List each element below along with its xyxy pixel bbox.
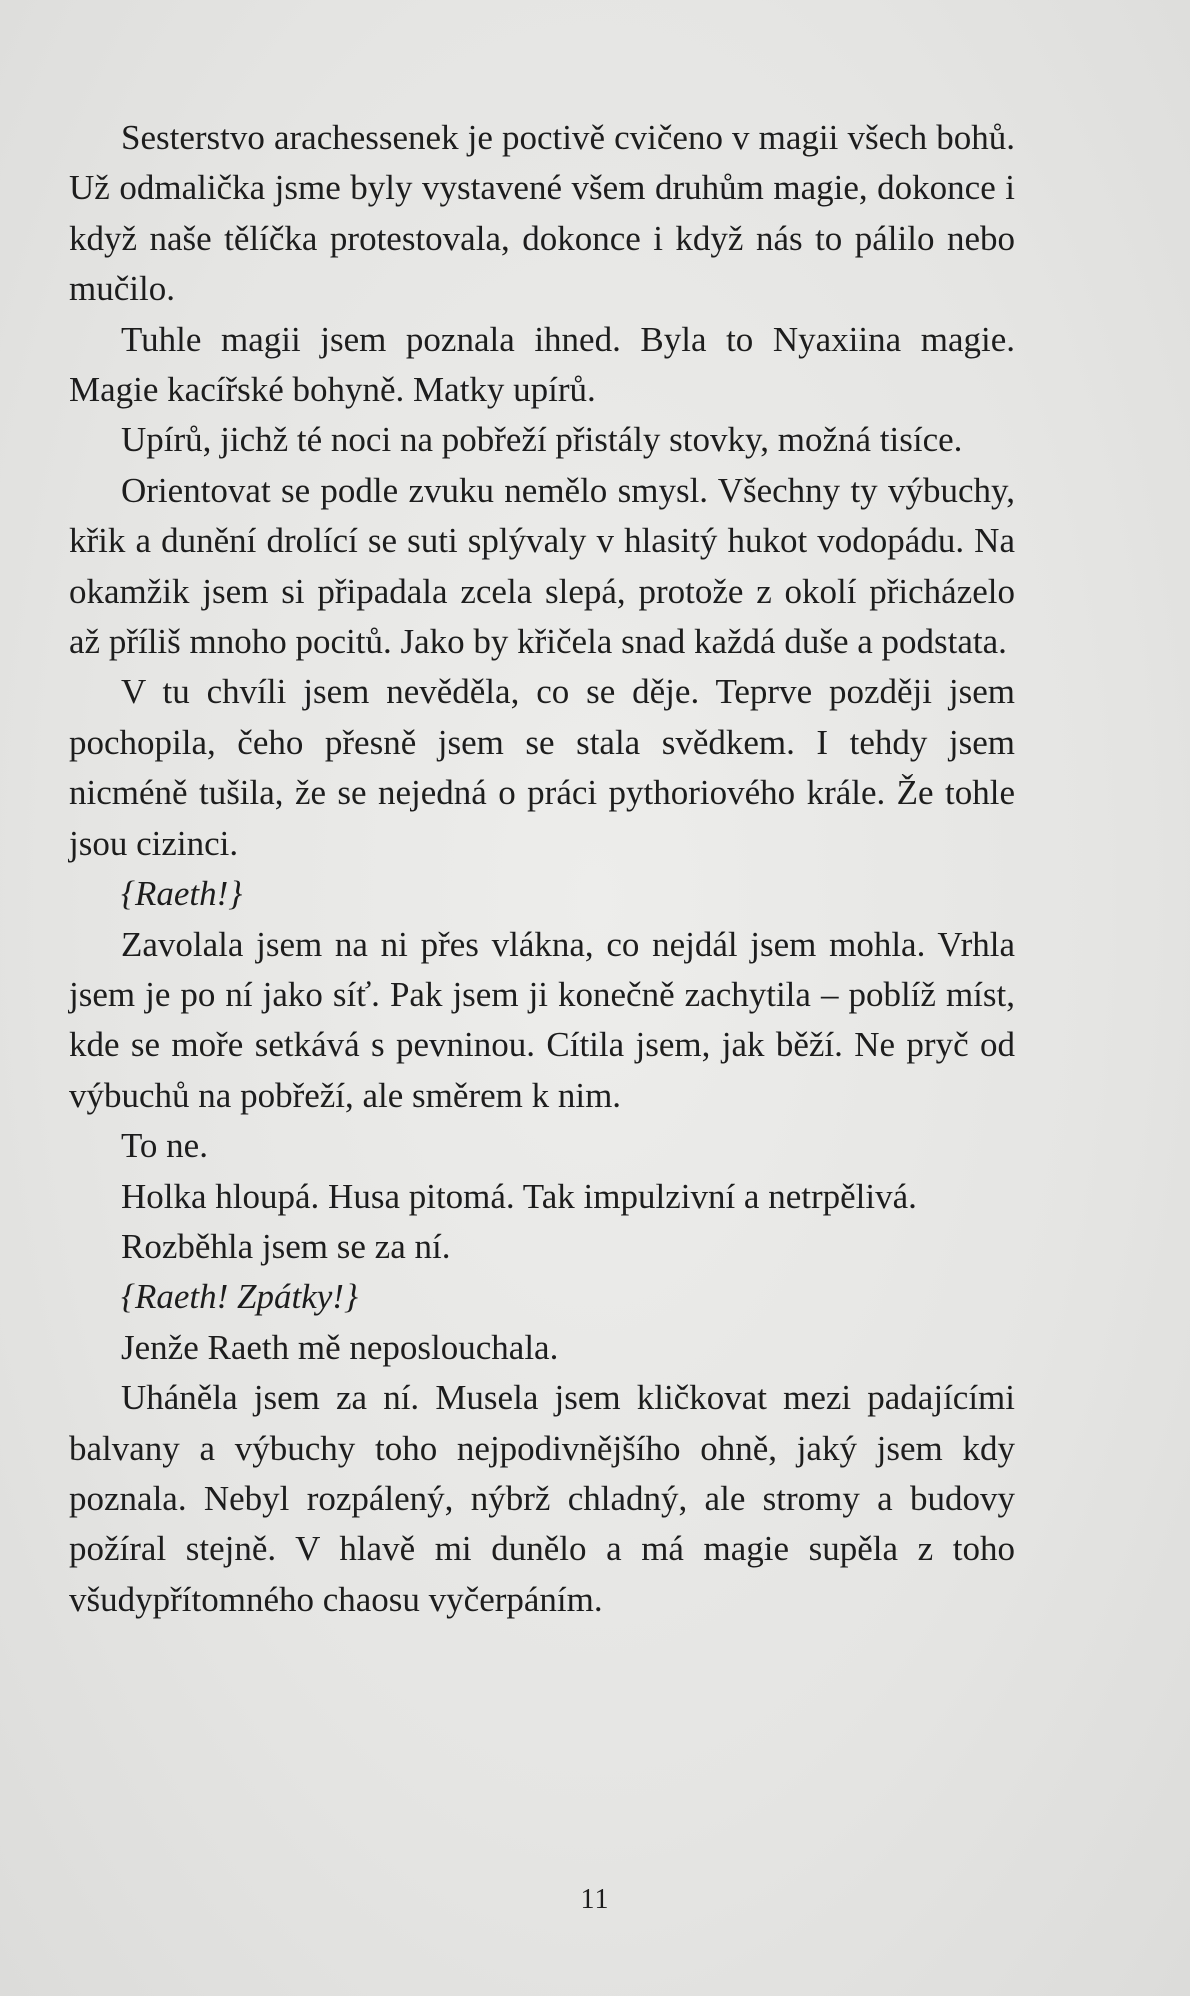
paragraph: Uháněla jsem za ní. Musela jsem kličkovat mezi padajícími balvany a výbuchy toho nejpodivnějšího ohně, jaký jsem kdy poznala. Nebyl rozpálený, nýbrž chladný, ale stromy a budovy požíral stejně. V hlavě mi dunělo a má magie supěla z toho všudypřítomného chaosu vyčerpáním. bbox=[69, 1378, 1015, 1619]
page-body-text bbox=[69, 113, 1015, 1625]
paragraph: To ne. bbox=[121, 1126, 208, 1166]
paragraph: Tuhle magii jsem poznala ihned. Byla to Nyaxiina magie. Magie kacířské bohyně. Matky upírů. bbox=[69, 319, 1015, 410]
paragraph: Rozběhla jsem se za ní. bbox=[121, 1226, 451, 1266]
page-number: 11 bbox=[580, 1884, 610, 1915]
telepathic-call: {Raeth!} bbox=[121, 874, 243, 914]
paragraph: Holka hloupá. Husa pitomá. Tak impulzivní a netrpělivá. bbox=[121, 1176, 917, 1216]
paragraph: Zavolala jsem na ni přes vlákna, co nejdál jsem mohla. Vrhla jsem je po ní jako síť. Pak jsem ji konečně zachytila – poblíž míst, kde se moře setkává s pevninou. Cítila jsem, jak běží. Ne pryč od výbuchů na pobřeží, ale směrem k nim. bbox=[69, 924, 1015, 1115]
paragraph: Orientovat se podle zvuku nemělo smysl. Všechny ty výbuchy, křik a dunění drolící se suti splývaly v hlasitý hukot vodopádu. Na okamžik jsem si připadala zcela slepá, protože z okolí přicházelo až příliš mnoho pocitů. Jako by křičela snad každá duše a podstata. bbox=[69, 470, 1015, 662]
paragraph: Sesterstvo arachessenek je poctivě cvičeno v magii všech bohů. Už odmalička jsme byly vystavené všem druhům magie, dokonce i když naše tělíčka protestovala, dokonce i když nás to pálilo nebo mučilo. bbox=[69, 118, 1015, 309]
telepathic-call: {Raeth! Zpátky!} bbox=[121, 1277, 358, 1317]
paragraph: Jenže Raeth mě neposlouchala. bbox=[121, 1327, 559, 1367]
paragraph: V tu chvíli jsem nevěděla, co se děje. Teprve později jsem pochopila, čeho přesně jsem se stala svědkem. I tehdy jsem nicméně tušila, že se nejedná o práci pythoriového krále. Že tohle jsou cizinci. bbox=[69, 672, 1015, 863]
paragraph: Upírů, jichž té noci na pobřeží přistály stovky, možná tisíce. bbox=[121, 420, 963, 460]
